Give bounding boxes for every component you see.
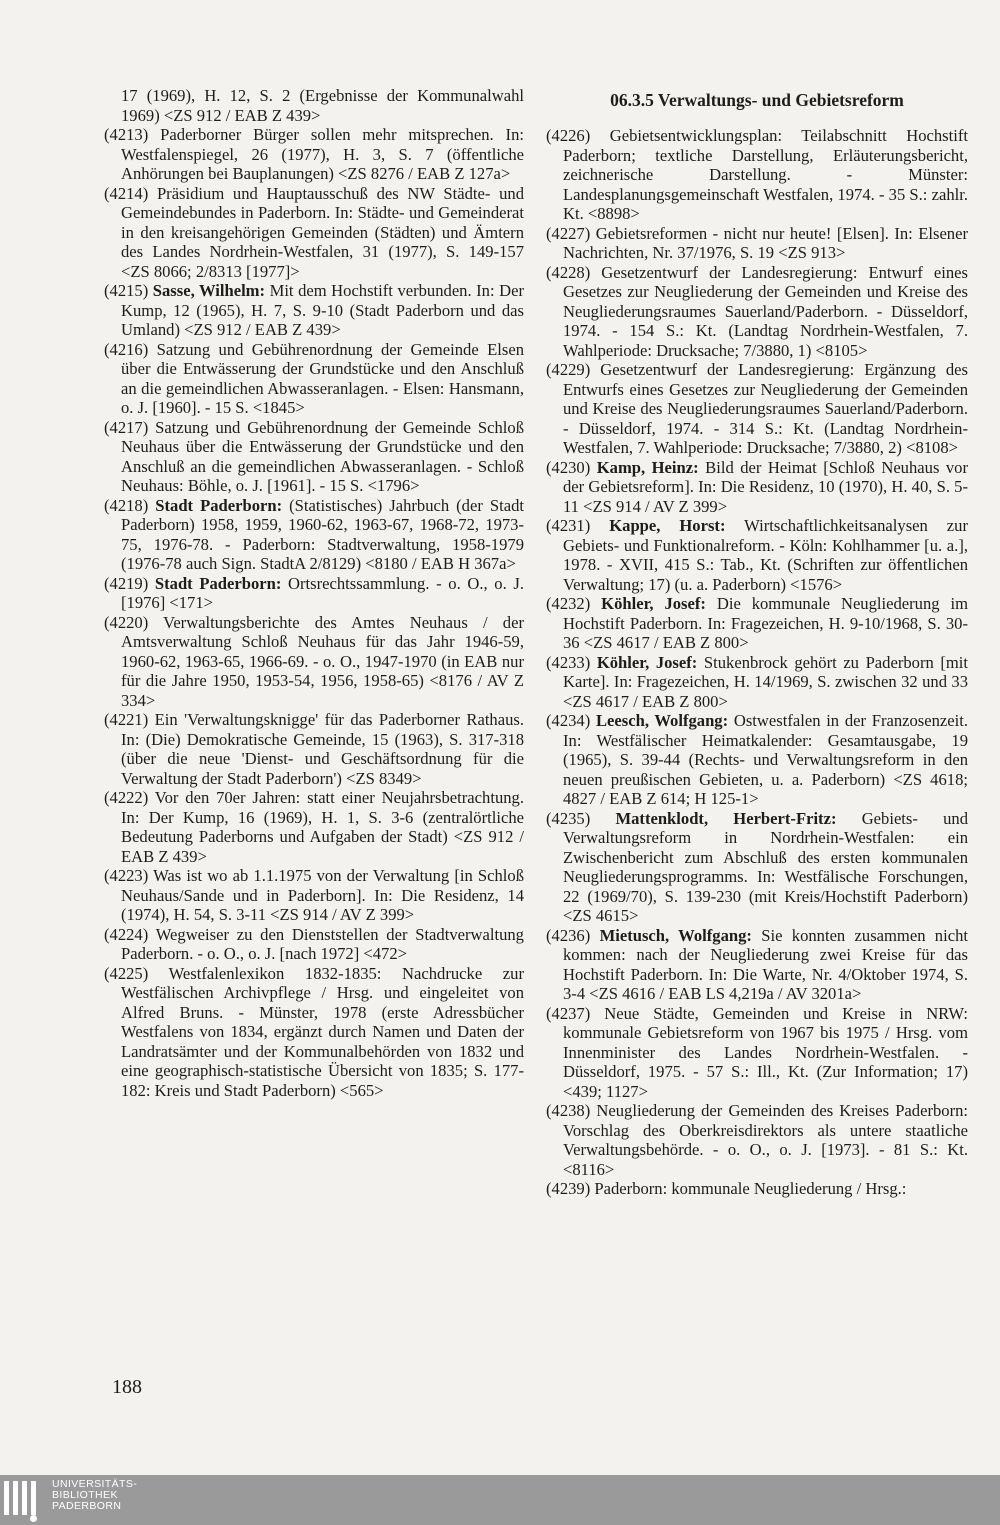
library-bars-logo-icon [4,1481,44,1519]
bibliography-entry [104,866,524,925]
entry-text: Westfalenlexikon 1832-1835: Nachdrucke zur Westfälischen Archivpflege / Hrsg. und eingeleitet von Alfred Bruns. - Münster, 1978 (erste Adressbücher Westfalens von 1834, ergänzt durch Namen und Daten der Landratsämter und der Kommunalbehörden von 1832 und eine geographisch-statistische Übersicht von 1835; S. 177-182: Kreis und Stadt Paderborn) <565> [121,963,524,1100]
entry-number: (4230) [546,457,591,477]
entry-number: (4215) [104,281,149,300]
bibliography-entry [546,1004,968,1102]
entry-text: Paderborn: kommunale Neugliederung / Hrsg.: [594,1179,907,1198]
entry-author: Kamp, Heinz: [596,457,699,477]
entry-number: (4229) [546,360,591,379]
entry-author: Köhler, Josef: [596,652,698,672]
bibliography-entry [104,964,524,1101]
right-column-entries [546,126,968,1199]
entry-author: Mattenklodt, Herbert-Fritz: [615,808,837,828]
entry-number: (4236) [546,925,591,945]
bibliography-entry [546,1101,968,1179]
library-name-line1: UNIVERSITÄTS- [52,1478,138,1490]
entry-author: Mietusch, Wolfgang: [599,925,752,945]
entry-text: Gebiets- und Verwaltungsreform in Nordrhein-Westfalen: ein Zwischenbericht zum Abschluß des ersten kommunalen Neugliederungsprogramms. In: Westfälische Forschungen, 22 (1969/70), S. 139-230 (mit Kreis/Hochstift Paderborn) <ZS 4615> [563,808,968,925]
entry-text: Paderborner Bürger sollen mehr mitsprechen. In: Westfalenspiegel, 26 (1977), H. 3, S. 7 (öffentliche Anhörungen bei Bauplanungen) <ZS 8276 / EAB Z 127a> [121,125,524,183]
entry-text: Satzung und Gebührenordnung der Gemeinde Schloß Neuhaus über die Entwässerung der Grundstücke und den Anschluß an die gemeindlichen Abwasseranlagen. - Schloß Neuhaus: Böhle, o. J. [1961]. - 15 S. <1796> [121,417,524,495]
bibliography-entry [104,125,524,184]
entry-text: Wegweiser zu den Dienststellen der Stadtverwaltung Paderborn. - o. O., o. J. [nach 1972] <472> [121,924,524,963]
entry-author: Stadt Paderborn: [155,495,283,515]
bibliography-entry [104,281,524,340]
page-number: 188 [112,1376,142,1398]
bibliography-entry [546,458,968,517]
library-name-line2: BIBLIOTHEK [52,1489,118,1501]
bibliography-entry [104,418,524,496]
section-heading: 06.3.5 Verwaltungs- und Gebietsreform [610,90,904,110]
entry-number: (4237) [546,1003,591,1023]
entry-text: Bild der Heimat [Schloß Neuhaus vor der Gebietsreform]. In: Die Residenz, 10 (1970), H. 40, S. 5-11 <ZS 914 / AV Z 399> [563,457,969,516]
bibliography-entry [546,126,968,224]
entry-text: Präsidium und Hauptausschuß des NW Städte- und Gemeindebundes in Paderborn. In: Städte- und Gemeinderat in den kreisangehörigen Gemeinden (Städten) und Ämtern des Landes Nordrhein-Westfalen, 31 (1977), S. 149-157 <ZS 8066; 2/8313 [1977]> [121,183,524,281]
entry-number: (4226) [546,126,591,145]
entry-text: Wirtschaftlichkeitsanalysen zur Gebiets- und Funktionalreform. - Köln: Kohlhammer [u. a.], 1978. - XVII, 415 S.: Tab., Kt. (Schriften zur öffentlichen Verwaltung; 17) (u. a. Paderborn) <1576> [563,516,968,594]
bibliography-entry [546,1179,968,1199]
entry-number: (4232) [546,594,591,613]
entry-number: (4227) [546,223,591,243]
entry-number: (4216) [104,339,149,359]
entry-number: (4213) [104,125,149,144]
entry-text: 17 (1969), H. 12, S. 2 (Ergebnisse der Kommunalwahl 1969) <ZS 912 / EAB Z 439> [121,86,524,125]
bibliography-entry [546,711,968,809]
entry-number: (4214) [104,183,149,203]
entry-text: Neugliederung der Gemeinden des Kreises Paderborn: Vorschlag des Oberkreisdirektors als untere staatliche Verwaltungsbehörde. - o. O., o. J. [1973]. - 81 S.: Kt. <8116> [563,1101,969,1179]
entry-author: Kappe, Horst: [609,516,726,535]
bibliography-entry [546,224,968,263]
entry-text: Die kommunale Neugliederung im Hochstift Paderborn. In: Fragezeichen, H. 9-10/1968, S. 30-36 <ZS 4617 / EAB Z 800> [563,594,968,652]
entry-number: (4221) [104,710,149,729]
library-name [52,1479,137,1512]
bibliography-entry [104,710,524,788]
entry-text: Verwaltungsberichte des Amtes Neuhaus / der Amtsverwaltung Schloß Neuhaus für das Jahr 1946-59, 1960-62, 1963-65, 1966-69. - o. O., 1947-1970 (in EAB nur für die Jahre 1950, 1953-54, 1956, 1958-65) <8176 / AV Z 334> [121,612,524,710]
entry-text: Gebietsentwicklungsplan: Teilabschnitt Hochstift Paderborn; textliche Darstellung, Erläuterungsbericht, zeichnerische Darstellung. - Münster: Landesplanungsgemeinschaft Westfalen, 1974. - 35 S.: zahlr. Kt. <8898> [563,126,968,223]
entry-text: Ein 'Verwaltungsknigge' für das Paderborner Rathaus. In: (Die) Demokratische Gemeinde, 15 (1963), S. 317-318 (über die neue 'Dienst- und Geschäftsordnung für die Verwaltung der Stadt Paderborn') <ZS 8349> [121,710,524,788]
entry-number: (4225) [104,963,149,983]
bibliography-entry [104,925,524,964]
entry-text: Satzung und Gebührenordnung der Gemeinde Elsen über die Entwässerung der Grundstücke und den Anschluß an die gemeindlichen Abwasseranlagen. - Elsen: Hansmann, o. J. [1960]. - 15 S. <1845> [121,339,524,417]
entry-text: Ortsrechtssammlung. - o. O., o. J. [1976] <171> [121,573,524,612]
entry-number: (4238) [546,1101,591,1120]
bibliography-entry [104,86,524,125]
bibliography-entry [546,360,968,458]
library-name-line3: PADERBORN [52,1500,122,1512]
entry-author: Sasse, Wilhelm: [152,281,266,300]
entry-author: Stadt Paderborn: [154,573,282,593]
entry-text: Gebietsreformen - nicht nur heute! [Elsen]. In: Elsener Nachrichten, Nr. 37/1976, S. 19 <ZS 913> [563,223,968,262]
entry-number: (4234) [546,711,591,730]
bibliography-entry [104,788,524,866]
bibliography-entry [546,653,968,712]
entry-text: Neue Städte, Gemeinden und Kreise in NRW: kommunale Gebietsreform von 1967 bis 1975 / Hrsg. vom Innenminister des Landes Nordrhein-Westfalen. - Düsseldorf, 1975. - 57 S.: Ill., Kt. (Zur Information; 17) <439; 1127> [563,1003,968,1101]
entry-number: (4231) [546,516,591,535]
entry-number: (4222) [104,788,149,807]
entry-number: (4219) [104,573,149,593]
entry-number: (4223) [104,866,149,885]
entry-text: Was ist wo ab 1.1.1975 von der Verwaltung [in Schloß Neuhaus/Sande und in Paderborn]. In: Die Residenz, 14 (1974), H. 54, S. 3-11 <ZS 914 / AV Z 399> [121,866,524,924]
entry-text: Ostwestfalen in der Franzosenzeit. In: Westfälischer Heimatkalender: Gesamtausgabe, 19 (1965), S. 39-44 (Rechts- und Verwaltungsreform in den neuen preußischen Gebieten, u. a. Paderborn) <ZS 4618; 4827 / EAB Z 614; H 125-1> [563,711,969,808]
bibliography-entry [546,263,968,361]
entry-author: Leesch, Wolfgang: [595,711,729,730]
entry-author: Köhler, Josef: [601,594,706,613]
entry-number: (4220) [104,612,149,632]
bibliography-entry [104,496,524,574]
entry-text: Stukenbrock gehört zu Paderborn [mit Karte]. In: Fragezeichen, H. 14/1969, S. zwischen 32 und 33 <ZS 4617 / EAB Z 800> [563,652,968,711]
left-column [104,86,524,1100]
bibliography-entry [104,613,524,711]
entry-number: (4217) [104,417,149,437]
bibliography-entry [546,809,968,926]
bibliography-entry [104,340,524,418]
entry-text: Gesetzentwurf der Landesregierung: Entwurf eines Gesetzes zur Neugliederung der Gemeinden und Kreise des Neugliederungsraumes Sauerland/Paderborn. - Düsseldorf, 1974. - 154 S.: Kt. (Landtag Nordrhein-Westfalen, 7. Wahlperiode: Drucksache; 7/3880, 1) <8105> [563,262,968,360]
entry-number: (4224) [104,924,149,944]
bibliography-entry [546,516,968,594]
entry-number: (4218) [104,495,149,515]
bibliography-entry [104,184,524,282]
entry-number: (4235) [546,808,591,828]
entry-text: Gesetzentwurf der Landesregierung: Ergänzung des Entwurfs eines Gesetzes zur Neugliederung der Gemeinden und Kreise des Neugliederungsraumes Sauerland/Paderborn. - Düsseldorf, 1974. - 314 S.: Kt. (Landtag Nordrhein-Westfalen, 7. Wahlperiode: Drucksache; 7/3880, 2) <8108> [563,360,968,457]
bibliography-entry [546,926,968,1004]
entry-text: Sie konnten zusammen nicht kommen: nach der Neugliederung zwei Kreise für das Hochstift Paderborn. In: Die Warte, Nr. 4/Oktober 1974, S. 3-4 <ZS 4616 / EAB LS 4,219a / AV 3201a> [563,925,968,1003]
entry-number: (4233) [546,652,591,672]
bibliography-entry [546,594,968,653]
right-column [546,86,968,1199]
entry-text: (Statistisches) Jahrbuch (der Stadt Paderborn) 1958, 1959, 1960-62, 1963-67, 1968-72, 1973-75, 1976-78. - Paderborn: Stadtverwaltung, 1958-1979 (1976-78 auch Sign. StadtA 2/8129) <8180 / EAB H 367a> [121,495,524,573]
entry-text: Mit dem Hochstift verbunden. In: Der Kump, 12 (1965), H. 7, S. 9-10 (Stadt Paderborn und das Umland) <ZS 912 / EAB Z 439> [121,281,524,339]
entry-number: (4239) [546,1179,591,1198]
entry-number: (4228) [546,262,591,282]
bibliography-entry [104,574,524,613]
entry-text: Vor den 70er Jahren: statt einer Neujahrsbetrachtung. In: Der Kump, 16 (1969), H. 1, S. 3-6 (zentralörtliche Bedeutung Paderborns und Aufgaben der Stadt) <ZS 912 / EAB Z 439> [121,788,524,866]
footer-bar [0,1475,1000,1525]
